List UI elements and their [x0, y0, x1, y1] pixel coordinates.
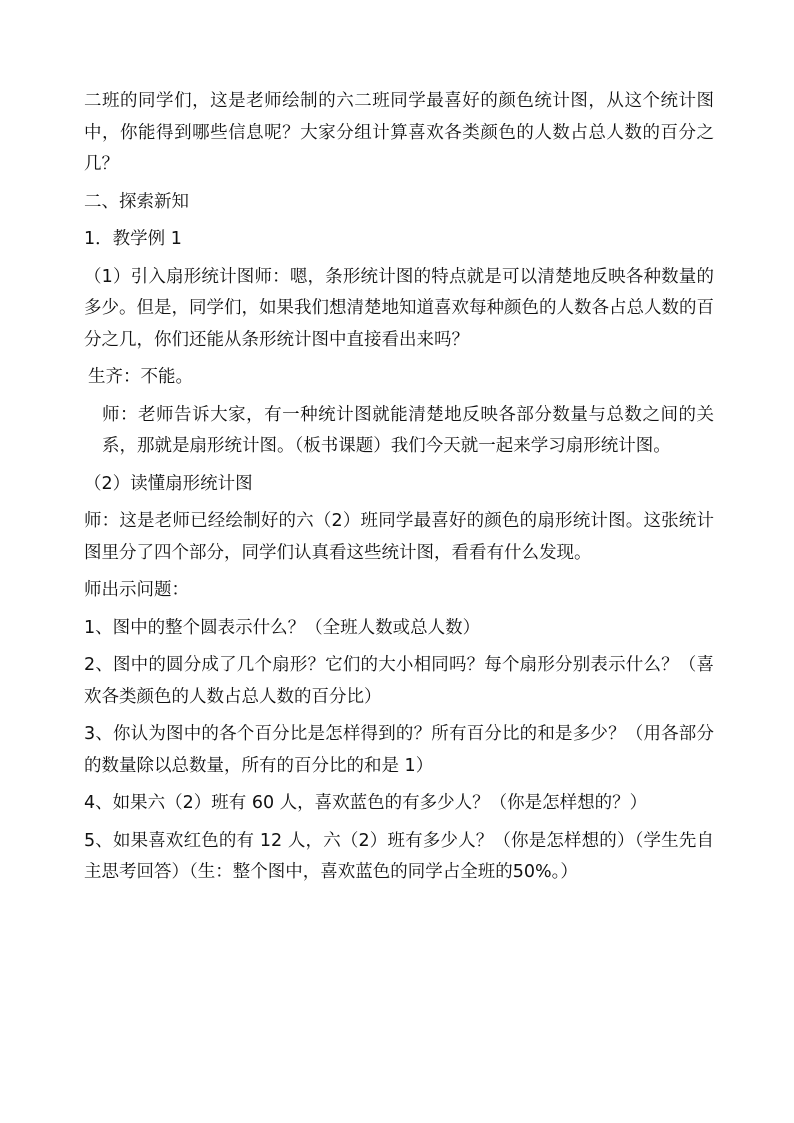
read-pie-chart-heading: （2）读懂扇形统计图 [84, 473, 253, 494]
question-5: 5、如果喜欢红色的有 12 人，六（2）班有多少人？（你是怎样想的）（学生先自主思考回答）（生：整个图中，喜欢蓝色的同学占全班的50%。） [84, 830, 714, 882]
introduce-pie-chart-paragraph: （1）引入扇形统计图师：嗯，条形统计图的特点就是可以清楚地反映各种数量的多少。但是，同学们，如果我们想清楚地知道喜欢每种颜色的人数各占总人数的百分之几，你们还能从条形统计图中直接看出来吗？ [84, 266, 714, 350]
teacher-pie-chart-paragraph: 师：这是老师已经绘制好的六（2）班同学最喜好的颜色的扇形统计图。这张统计图里分了四个部分，同学们认真看这些统计图，看看有什么发现。 [84, 511, 714, 563]
intro-paragraph: 二班的同学们，这是老师绘制的六二班同学最喜好的颜色统计图，从这个统计图中，你能得到哪些信息呢？大家分组计算喜欢各类颜色的人数占总人数的百分之几？ [84, 91, 714, 174]
section-heading-explore: 二、探索新知 [84, 191, 189, 212]
students-answer: 生齐：不能。 [88, 367, 193, 387]
document-page [84, 86, 714, 889]
questions-heading: 师出示问题： [84, 580, 189, 600]
question-4: 4、如果六（2）班有 60 人，喜欢蓝色的有多少人？（你是怎样想的？） [84, 793, 648, 813]
question-3: 3、你认为图中的各个百分比是怎样得到的？所有百分比的和是多少？（用各部分的数量除以总数量，所有的百分比的和是 1） [84, 724, 714, 776]
question-1: 1、图中的整个圆表示什么？（全班人数或总人数） [84, 617, 481, 638]
example-heading: 1．教学例 1 [84, 229, 182, 249]
teacher-explanation-paragraph: 师：老师告诉大家，有一种统计图就能清楚地反映各部分数量与总数之间的关系，那就是扇形统计图。（板书课题）我们今天就一起来学习扇形统计图。 [102, 404, 714, 456]
question-2: 2、图中的圆分成了几个扇形？它们的大小相同吗？每个扇形分别表示什么？（喜欢各类颜色的人数占总人数的百分比） [84, 655, 714, 707]
